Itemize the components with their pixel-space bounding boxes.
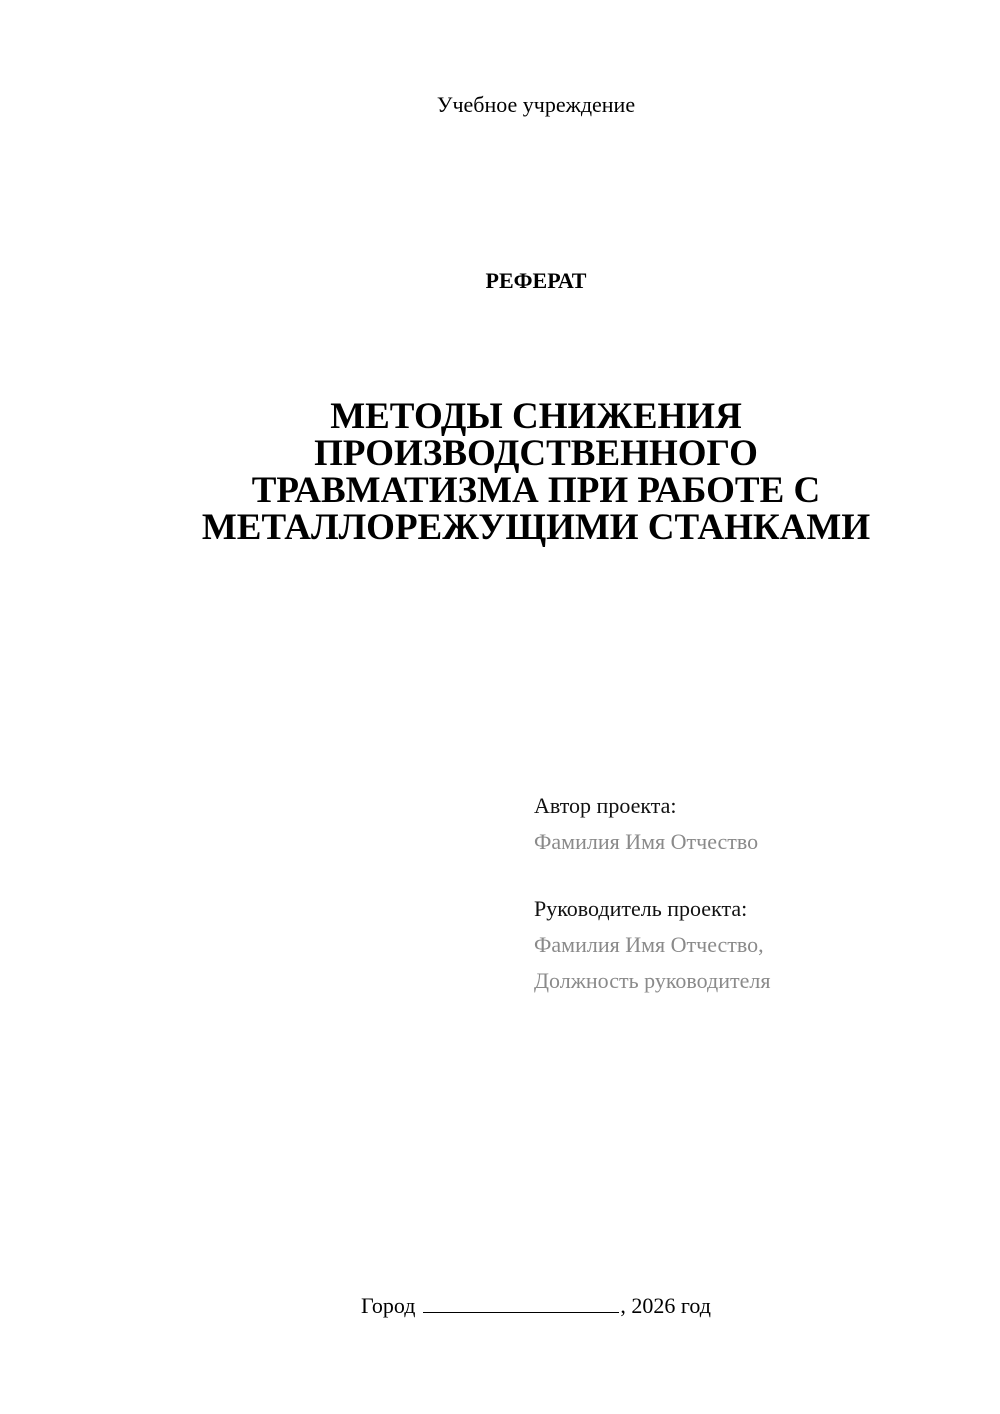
- supervisor-label: Руководитель проекта:: [534, 896, 748, 921]
- supervisor-position: Должность руководителя: [534, 968, 771, 993]
- supervisor-name: Фамилия Имя Отчество,: [534, 932, 764, 957]
- document-title: [140, 398, 932, 546]
- document-type: РЕФЕРАТ: [485, 268, 587, 293]
- author-label: Автор проекта:: [534, 793, 677, 818]
- title-line: МЕТАЛЛОРЕЖУЩИМИ СТАНКАМИ: [201, 507, 871, 548]
- city-label: Город: [361, 1293, 416, 1318]
- credits-block: [534, 788, 974, 999]
- year-text: , 2026 год: [620, 1293, 711, 1318]
- city-blank-line[interactable]: [423, 1290, 619, 1313]
- title-line: ПРОИЗВОДСТВЕННОГО: [314, 433, 758, 474]
- title-line: МЕТОДЫ СНИЖЕНИЯ: [330, 396, 742, 437]
- footer-city-year: [0, 1290, 1000, 1319]
- institution-name: Учебное учреждение: [436, 92, 636, 117]
- author-name: Фамилия Имя Отчество: [534, 829, 759, 854]
- title-line: ТРАВМАТИЗМА ПРИ РАБОТЕ С: [251, 470, 821, 511]
